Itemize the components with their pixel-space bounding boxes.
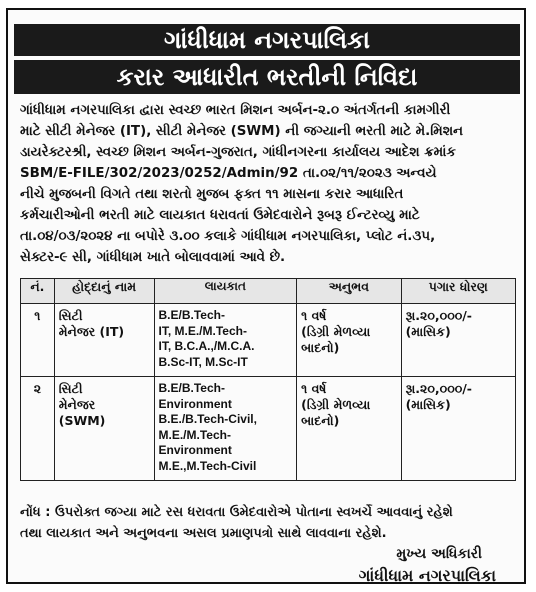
cell-line: બાદનો) (301, 413, 340, 428)
row-salary (401, 377, 515, 481)
cell-line: (ડિગ્રી મેળવ્યા (301, 324, 371, 339)
cell-line: Environment (158, 396, 232, 411)
signatory-org: ગાંધીધામ નગરપાલિકા (358, 566, 496, 585)
note-line: નોંધ : ઉપરોક્ત જગ્યા માટે રસ ધરાવતા ઉમેદવારોએ પોતાના સ્વખર્ચે આવવાનું રહેશે (20, 505, 453, 520)
table-row (21, 377, 516, 481)
cell-line: IT, B.C.A.,/M.C.A. (158, 339, 255, 353)
header-salary: પગાર ધોરણ (401, 279, 515, 304)
body-line: કર્મચારીઓની ભરતી માટે લાયકાત ધરાવતાં ઉમેદવારોને રૂબરૂ ઈન્ટરવ્યુ માટે (20, 208, 420, 223)
header-no: નં. (21, 279, 55, 304)
cell-line: સિટી (58, 308, 83, 323)
row-experience (297, 304, 401, 377)
note-line: તથા લાયકાત અને અનુભવના અસલ પ્રમાણપત્રો સાથે લાવવાના રહેશે. (20, 526, 387, 541)
body-line: SBM/E-FILE/302/2023/0252/Admin/92 તા.૦૨/૧૧/૨૦૨૩ અન્વયે (20, 166, 437, 181)
row-no: ૨ (21, 377, 55, 481)
cell-line: (SWM) (58, 413, 106, 428)
notice-frame (6, 8, 526, 584)
cell-line: IT, M.E./M.Tech- (158, 323, 247, 338)
row-post (54, 304, 154, 377)
row-qualification (154, 377, 297, 481)
cell-line: રૂા.૨૦,૦૦૦/- (405, 381, 472, 396)
cell-line: B.E/B.Tech- (158, 381, 225, 395)
cell-line: બાદનો) (301, 340, 340, 355)
cell-line: મેનેજર (58, 397, 96, 412)
header-experience: અનુભવ (297, 279, 401, 304)
cell-line: સિટી (58, 381, 83, 396)
cell-line: B.E./B.Tech-Civil, (158, 412, 257, 426)
notice-note (20, 502, 516, 544)
cell-line: Environment (158, 443, 232, 457)
posts-table (20, 278, 516, 481)
cell-line: M.E./M.Tech- (158, 427, 231, 442)
body-line: માટે સીટી મેનેજર (IT), સીટી મેનેજર (SWM) ની જગ્યાની ભરતી માટે મે.મિશન (20, 124, 464, 139)
cell-line: ૧ વર્ષ (301, 308, 327, 323)
cell-line: (માસિક) (405, 397, 451, 412)
row-qualification (154, 304, 297, 377)
table-row (21, 304, 516, 377)
row-no: ૧ (21, 304, 55, 377)
row-post (54, 377, 154, 481)
header-post: હોદ્દાનું નામ (54, 279, 154, 304)
cell-line: રૂા.૨૦,૦૦૦/- (405, 308, 472, 323)
cell-line: B.E/B.Tech- (158, 308, 225, 322)
cell-line: ૧ વર્ષ (301, 381, 327, 396)
table-header-row (21, 279, 516, 304)
signatory-title: મુખ્ય અધિકારી (396, 546, 482, 562)
header-qualification: લાયકાત (154, 279, 297, 304)
body-line: ગાંધીધામ નગરપાલિકા દ્વારા સ્વચ્છ ભારત મિશન અર્બન-૨.૦ અંતર્ગતની કામગીરી (20, 103, 451, 118)
cell-line: (માસિક) (405, 324, 451, 339)
row-experience (297, 377, 401, 481)
body-line: સેક્ટર-૯ સી, ગાંધીધામ ખાતે બોલાવવામાં આવે છે. (20, 250, 286, 265)
row-salary (401, 304, 515, 377)
notice-subtitle: કરાર આધારીત ભરતીની નિવિદા (14, 60, 520, 94)
body-line: ડાયરેક્ટરશ્રી, સ્વચ્છ મિશન અર્બન-ગુજરાત, ગાંધીનગરના કાર્યાલય આદેશ ક્રમાંક (20, 145, 456, 160)
notice-title: ગાંધીધામ નગરપાલિકા (14, 24, 520, 56)
cell-line: M.E.,M.Tech-Civil (158, 458, 257, 473)
body-line: નીચે મુજબની વિગતે તથા શરતો મુજબ ફક્ત ૧૧ માસના કરાર આધારિત (20, 187, 404, 202)
body-line: તા.૦૪/૦૩/૨૦૨૪ ના બપોરે ૩.૦૦ કલાકે ગાંધીધામ નગરપાલિકા, પ્લોટ નં.૩૫, (20, 229, 436, 244)
cell-line: B.Sc-IT, M.Sc-IT (158, 354, 248, 369)
notice-body (20, 100, 516, 268)
cell-line: મેનેજર (IT) (58, 324, 125, 339)
cell-line: (ડિગ્રી મેળવ્યા (301, 397, 371, 412)
